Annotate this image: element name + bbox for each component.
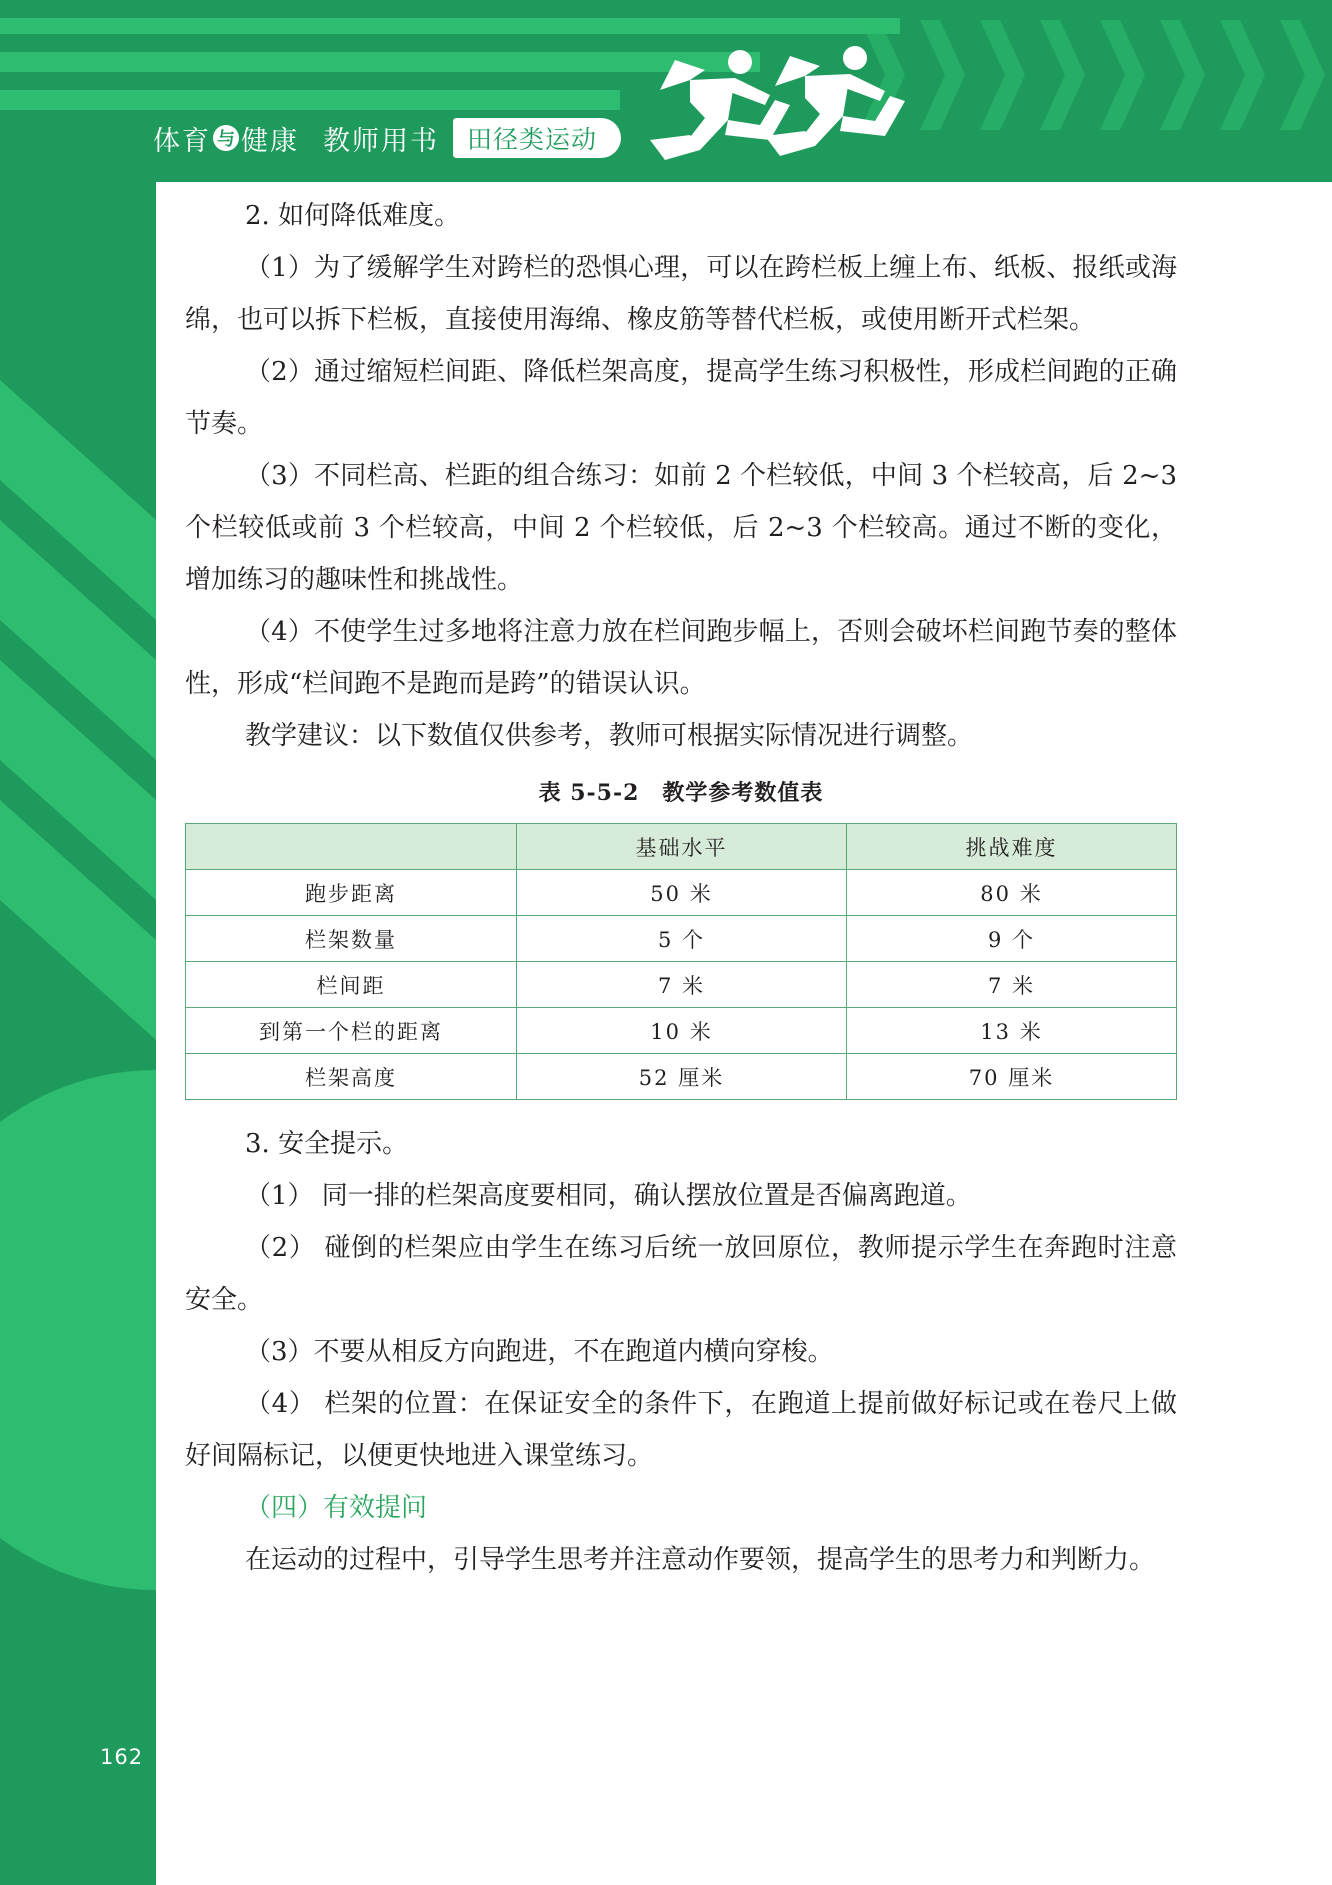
table-cell: 栏架数量 — [186, 916, 517, 962]
table-cell: 52 厘米 — [517, 1054, 847, 1100]
header-stripe — [0, 52, 760, 72]
table-cell: 栏间距 — [186, 962, 517, 1008]
table-header-cell: 基础水平 — [517, 824, 847, 870]
page-content — [185, 190, 1177, 1586]
section3-heading: 3. 安全提示。 — [245, 1129, 409, 1159]
sidebar-decoration — [0, 0, 156, 1885]
table-cell: 13 米 — [847, 1008, 1177, 1054]
section3-item-4: （4） 栏架的位置：在保证安全的条件下，在跑道上提前做好标记或在卷尺上做好间隔标记，以便更快地进入课堂练习。 — [185, 1389, 1177, 1471]
section2-item-3: （3）不同栏高、栏距的组合练习：如前 2 个栏较低，中间 3 个栏较高，后 2~3 个栏较低或前 3 个栏较高，中间 2 个栏较低，后 2~3 个栏较高。通过不断的变化，增加练习的趣味性和挑战性。 — [185, 461, 1177, 595]
table-row — [186, 1008, 1177, 1054]
header-bottom-edge — [156, 173, 1332, 182]
sidebar-circle — [0, 1070, 156, 1590]
header-chevron — [1280, 20, 1325, 130]
table-cell: 10 米 — [517, 1008, 847, 1054]
table-row — [186, 962, 1177, 1008]
table-row — [186, 1054, 1177, 1100]
table-caption: 表 5-5-2 教学参考数值表 — [538, 780, 824, 806]
table-cell: 栏架高度 — [186, 1054, 517, 1100]
table-header-cell: 挑战难度 — [847, 824, 1177, 870]
table-header-cell — [186, 824, 517, 870]
section3-item-2: （2） 碰倒的栏架应由学生在练习后统一放回原位，教师提示学生在奔跑时注意安全。 — [185, 1233, 1177, 1315]
table-cell: 7 米 — [517, 962, 847, 1008]
section4-heading: （四）有效提问 — [245, 1493, 428, 1523]
title-health: 健康 — [241, 125, 299, 157]
title-yu-badge: 与 — [213, 125, 239, 151]
table-header-row — [186, 824, 1177, 870]
header-stripe — [0, 90, 620, 110]
section2-item-1: （1）为了缓解学生对跨栏的恐惧心理，可以在跨栏板上缠上布、纸板、报纸或海绵，也可以拆下栏板，直接使用海绵、橡皮筋等替代栏板，或使用断开式栏架。 — [185, 253, 1177, 335]
table-cell: 80 米 — [847, 870, 1177, 916]
table-cell: 到第一个栏的距离 — [186, 1008, 517, 1054]
page-number: 162 — [100, 1745, 144, 1769]
page-header-band — [0, 0, 1332, 182]
header-chevron — [980, 20, 1025, 130]
table-cell: 跑步距离 — [186, 870, 517, 916]
section4-paragraph: 在运动的过程中，引导学生思考并注意动作要领，提高学生的思考力和判断力。 — [245, 1545, 1156, 1575]
table-row — [186, 870, 1177, 916]
header-chevron — [920, 20, 965, 130]
table-cell: 5 个 — [517, 916, 847, 962]
table-cell: 7 米 — [847, 962, 1177, 1008]
title-teacher-book: 教师用书 — [323, 125, 439, 157]
table-row — [186, 916, 1177, 962]
header-chevron — [1100, 20, 1145, 130]
table-cell: 70 厘米 — [847, 1054, 1177, 1100]
section3-item-1: （1） 同一排的栏架高度要相同，确认摆放位置是否偏离跑道。 — [245, 1181, 972, 1211]
chapter-chip: 田径类运动 — [453, 118, 621, 158]
header-chevron — [1220, 20, 1265, 130]
table-cell: 9 个 — [847, 916, 1177, 962]
section3-item-3: （3）不要从相反方向跑进，不在跑道内横向穿梭。 — [245, 1337, 834, 1367]
header-stripe — [0, 18, 900, 34]
reference-values-table — [185, 823, 1177, 1100]
table-cell: 50 米 — [517, 870, 847, 916]
left-sidebar-band — [0, 0, 156, 1885]
book-title — [153, 118, 621, 158]
section2-heading: 2. 如何降低难度。 — [245, 201, 461, 231]
title-sports: 体育 — [153, 125, 211, 157]
header-chevron — [1160, 20, 1205, 130]
header-chevron — [1040, 20, 1085, 130]
section2-item-2: （2）通过缩短栏间距、降低栏架高度，提高学生练习积极性，形成栏间跑的正确节奏。 — [185, 357, 1177, 439]
section2-item-4: （4）不使学生过多地将注意力放在栏间跑步幅上，否则会破坏栏间跑节奏的整体性，形成“栏间跑不是跑而是跨”的错误认识。 — [185, 617, 1177, 699]
teaching-suggestion: 教学建议：以下数值仅供参考，教师可根据实际情况进行调整。 — [245, 721, 974, 751]
